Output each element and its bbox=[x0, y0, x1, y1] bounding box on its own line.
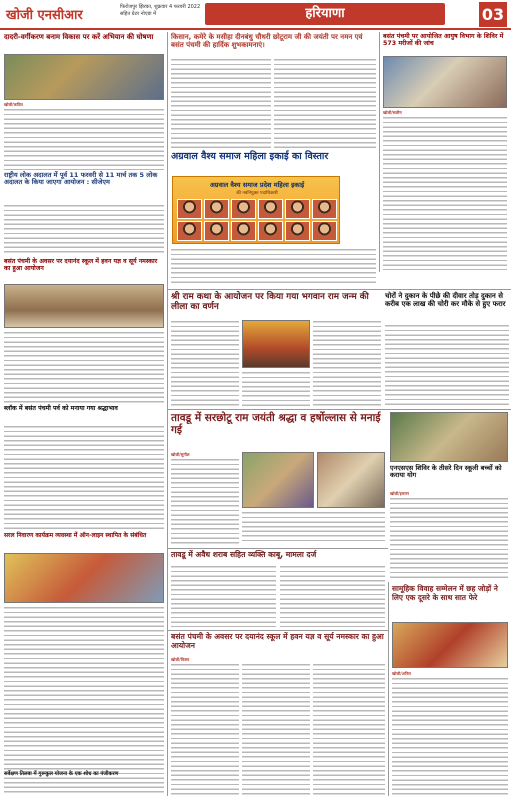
headline-agrawal-samaj: अग्रवाल वैश्य समाज महिला इकाई का विस्तार bbox=[171, 151, 329, 162]
byline-center-2: खोजी/विजय bbox=[171, 657, 190, 662]
banner-portraits bbox=[177, 199, 337, 241]
article-dayanand-center-a bbox=[171, 663, 239, 796]
headline-nss: एनएसएस शिविर के तीसरे दिन स्कूली बच्चों को कराया योग bbox=[390, 464, 502, 480]
masthead bbox=[0, 0, 511, 30]
column-divider-1 bbox=[167, 32, 168, 796]
article-dayanand-left-text bbox=[4, 331, 164, 403]
photo-tavdu-2 bbox=[317, 452, 385, 508]
portrait bbox=[204, 199, 229, 219]
section-title: हरियाणा bbox=[205, 3, 445, 25]
portrait bbox=[204, 221, 229, 241]
newspaper-brand: खोजी एनसीआर bbox=[6, 8, 83, 23]
portrait bbox=[231, 221, 256, 241]
byline-right-2: खोजी/इमरान bbox=[390, 491, 410, 496]
article-dayanand-center-b bbox=[242, 663, 310, 796]
photo-nss bbox=[390, 412, 508, 462]
portrait bbox=[177, 221, 202, 241]
headline-chhoturam-greeting: किसान, कमेरे के मसीहा दीनबंधु चौधरी छोटूराम जी की जयंती पर नमन एवं बसंत पंचमी की हार्दिक शुभकामनाएं। bbox=[171, 33, 363, 50]
article-nss-text bbox=[390, 497, 508, 579]
portrait bbox=[285, 199, 310, 219]
photo-ram-katha bbox=[242, 320, 310, 368]
photo-dayanand-left bbox=[4, 284, 164, 328]
article-center-top-a bbox=[171, 58, 271, 150]
headline-basant-block: ब्लॉक में बसंत पंचमी पर्व को मनाया गया श्रद्धाभाव bbox=[4, 405, 118, 412]
masthead-date: फिरोजपुर झिरका, शुक्रवार 4 फरवरी 2022 bbox=[120, 4, 201, 10]
headline-gurukul: सर्वेक्षण तिलवा में गुरूकुल योजना के एक शोध का पंजीकरण bbox=[4, 771, 119, 777]
headline-chori: चोरों ने दुकान के पीछे की दीवार तोड़ दुकान से करीब एक लाख की चोरी कर मौके से हुए फरार bbox=[385, 292, 506, 309]
banner-title: अग्रवाल वैश्य समाज प्रदेश महिला इकाई bbox=[209, 181, 305, 189]
article-vivah-text bbox=[392, 677, 508, 796]
portrait bbox=[312, 221, 337, 241]
headline-tavdu-jayanti: तावडू में सरछोटू राम जयंती श्रद्धा व हर्षोल्लास से मनाई गई bbox=[171, 412, 381, 437]
portrait bbox=[258, 221, 283, 241]
portrait bbox=[231, 199, 256, 219]
photo-left-mid bbox=[4, 553, 164, 603]
byline-right-3: खोजी/अनिल bbox=[392, 671, 411, 676]
photo-left-top bbox=[4, 54, 164, 100]
row-divider-3 bbox=[168, 548, 388, 549]
headline-tavdu-sharab: तावडू में अवैध शराब सहित व्यक्ति काबू, मामला दर्ज bbox=[171, 550, 317, 559]
article-basant-block-text bbox=[4, 425, 164, 530]
photo-vivah bbox=[392, 622, 508, 668]
headline-sarl-nivaran: सरल निवारण कार्यक्रम व्यवस्था में ऑन-लाइन स्थापित के संबंधित bbox=[4, 532, 147, 539]
headline-samuhik-vivah: सामूहिक विवाह सम्मेलन में छह जोड़ों ने लिए एक दूसरे के साथ सात फेरे bbox=[392, 584, 498, 602]
masthead-edition: सहित ग्रेटर नोएडा में bbox=[120, 11, 157, 17]
byline-center-1: खोजी/सुनील bbox=[171, 452, 190, 457]
page-number: 03 bbox=[479, 2, 507, 27]
photo-ayush bbox=[383, 56, 507, 108]
headline-dayanand-center: बसंत पंचमी के अवसर पर दयानंद स्कूल में हवन यज्ञ व सूर्य नमस्कार का हुआ आयोजन bbox=[171, 632, 384, 650]
byline-left-1: खोजी/कपिल bbox=[4, 102, 23, 107]
article-left-top-text bbox=[4, 108, 164, 170]
article-left-bottom-text bbox=[4, 606, 164, 796]
article-tavdu-b bbox=[242, 511, 385, 544]
row-divider-2 bbox=[168, 409, 511, 410]
article-ram-katha-a bbox=[171, 320, 239, 406]
row-divider-1 bbox=[168, 289, 511, 290]
agrawal-banner bbox=[172, 176, 340, 244]
portrait bbox=[258, 199, 283, 219]
portrait bbox=[285, 221, 310, 241]
article-lok-adalat-text bbox=[4, 204, 164, 256]
banner-subtitle: की नवनियुक्त पदाधिकारी bbox=[236, 191, 278, 196]
row-divider-4 bbox=[168, 630, 388, 631]
portrait bbox=[312, 199, 337, 219]
column-divider-3 bbox=[388, 582, 389, 796]
article-ram-katha-b bbox=[242, 371, 310, 406]
article-ayush-text bbox=[383, 116, 507, 270]
portrait bbox=[177, 199, 202, 219]
article-center-top-b bbox=[274, 58, 376, 150]
article-ram-katha-c bbox=[313, 320, 381, 406]
article-agrawal-text bbox=[171, 248, 376, 286]
article-sharab-a bbox=[171, 565, 276, 627]
photo-tavdu-1 bbox=[242, 452, 314, 508]
article-sharab-b bbox=[280, 565, 385, 627]
column-divider-2 bbox=[379, 32, 380, 272]
headline-ram-katha: श्री राम कथा के आयोजन पर किया गया भगवान राम जन्म की लीला का वर्णन bbox=[171, 292, 369, 313]
headline-dayanand-left: बसंत पंचमी के अवसर पर दयानंद स्कूल में हवन यज्ञ व सूर्य नमस्कार का हुआ आयोजन bbox=[4, 258, 158, 273]
headline-ayush-shivir: बसंत पंचमी पर आयोजित आयुष विभाग के शिविर में 573 मरीजों की जांच bbox=[383, 33, 504, 48]
article-chori-text bbox=[385, 324, 509, 406]
article-tavdu-a bbox=[171, 458, 239, 544]
article-dayanand-center-c bbox=[313, 663, 385, 796]
headline-lok-adalat: राष्ट्रीय लोक अदालत में पूर्व 11 फरवरी से 11 मार्च तक 5 लोक अदालत के किया जाएगा आयोजन : सीजेएम bbox=[4, 171, 158, 187]
byline-right-1: खोजी/सलीम bbox=[383, 110, 402, 115]
headline-left-top: दादरी-वर्गीकरण बनाम विकास पर करें अभियान की घोषणा bbox=[4, 33, 154, 41]
